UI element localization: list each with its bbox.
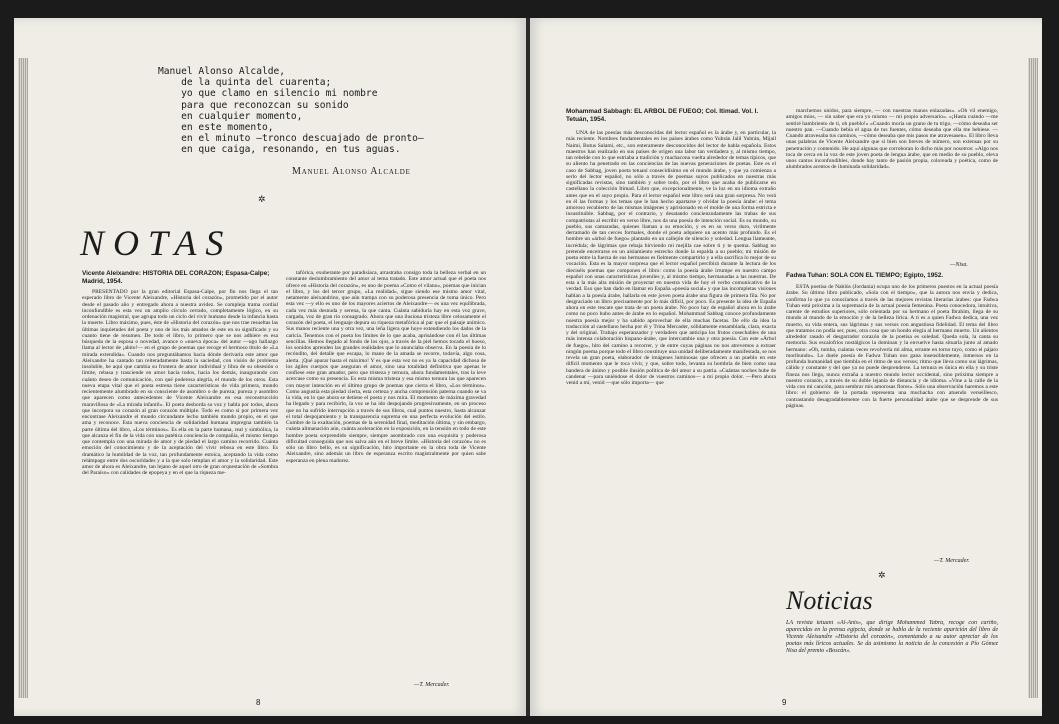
poem-signature: Manuel Alonso Alcalde bbox=[292, 166, 411, 177]
review-text-arbol: UNA de las poesías más desconocidas del lector español es la árabe y, en particular, la más reciente. Nombres fundamentales en los países árabes como Yubrán Jalil Yubrán, Mijail Naimi, Butus Salami, etc., son enteramente desconocidos del lector de habla española. Estos maestros han realizado en sus países de origen una labor tan verdadera y, al mismo tiempo, tan rebelde con lo que estriaba a tradición y machacona vuelta alrededor de temas típicos, que su aliento ha penetrado en las conciencias de las nuevas generaciones de poetas. Este es el caso de Sabbag, joven poeta tetuaní consecidísimo en el mundo árabe, y que ya comienza a serlo del lector español, no sólo a través de poemas suyos publicados en nuestras más significadas revistas, sino también y sobre todo, por el libro que acaba de publicarse en castellano la colección Itimad. Libro que, excepcionalmente, ve la luz en un idioma extraño antes que en el suyo propio. Para el lector español este libro será una gran sorpresa. No verá en él las formas y los temas que le han hecho apartarse y olvidar la poesía árabe: el tema amoroso recubierto de las mismas imágenes y aprisionado en el molde de una forma estricta e insustituible. Sabbag, por el contrario, y desatando concienzudamente las trabas de sus compatriotas al escribir en verso libre, nos da una poesía de intención social. Es su mundo, su pueblo, sus camaradas, quienes llaman a su emoción, y es en su verso duro, virilmente derramado de tan cerces formales, donde el poeta adquiere un acento más profundo. Es el hombre un «árbol de fuego» plantado en un callejón de silencio y soledad. Lengua llameante, incrédula; de lágrimas que rebaja hirviendo mi mejilla cae sobre ti y te quema. Sabbag no pretende encerrarse en un aislamiento estrecho donde la espalda a su pueblo; mi misión de poeta entre la fuerza de sus hermanos es fielmente compartirlo y a ella sacrifica lo mejor de su vocación. Esta es la mayor sorpresa que el lector español percibirá durante la lectura de los dieciséis poemas que componen el libro: como la poesía árabe irrumpe en nuestro campo español con unas características juveniles y, al mismo tiempo, hermanadas a las nuestras. De esta a la más alta misión de proyectar en nuestra vida de hoy el verbo comunicativo de la verdad. Eso que han dado en llamar en España «poesía social» y que las incompletas visiones hablan a la poesía árabe, hallarla en este joven poeta árabe una figura de primera fila. No por desgraciado un libro precisamente por lo más difícil, por poco. Es presente la idea de España ahora en este rescate que trata de un poeta árabe. No poco hay de español ahora en lo árabe como no poco hubo antes de árabe en lo español. Mohammad Sabbag conoce profundamente nuestra poesía mejor y ha sabido aprovechar de ella muchas facetas. De ello da idea la traducción al castellano hecha por él y Trina Mercader, sólidamente ensamblada, clara, exacta y del original. Trabajo esperanzador y verdadero que anticipa los frutos cosechables de una más intensa colaboración hispano-árabe, que intercambie una y otra poesía. Con este «Árbol de fuego», hito del camino a recorrer, y de entre cuyas páginas no nos atrevemos a extraer ningún poema porque todo el libro constituye una unidad deliberadamente manifestada, se nos revela un gran poeta, elaborador de imágenes luminosas que ofrecen a un pueblo en este difícil momento que le toca vivir, y que, sobre todo, levanta su hombría de bien como una bandera de ánimo y posible ilusión política de del amor a su patria. «Cuántas noches hube de candenar —para uniéndose el dolor de vuestros caminos— a mi propio dolor. —Pero ahora venid a mí, venid —que sólo importa— que bbox=[566, 130, 776, 386]
noticias-text: LA revista tetuaní «Al-Anis», que dirige Mohammed Yabra, recoge con cariño, aparecidas en la prensa egipcia, donde se habla de la reciente aparición del libro de Vicente Aleixandre «Historia del corazón», comentando a su autor apreciar de los poetas más líricos actuales. Se da asimismo la noticia de la concesión a Pío Gómez Nisa del premio «Boscán». bbox=[786, 620, 998, 654]
review-signature: —T. Mercader. bbox=[414, 682, 450, 688]
divider-star-icon: ✲ bbox=[878, 570, 886, 580]
review-signature-mercader: —T. Mercader. bbox=[934, 558, 970, 564]
right-page bbox=[530, 18, 1042, 716]
left-page bbox=[14, 18, 526, 716]
review-column-arbol-end bbox=[786, 108, 998, 260]
divider-star-icon: ✲ bbox=[258, 194, 266, 204]
review-column-right bbox=[286, 270, 486, 680]
review-heading-arbol: Mohammad Sabbagh: EL ARBOL DE FUEGO; Col. Itimad. Vol. I. Tetuán, 1954. bbox=[566, 108, 759, 123]
review-signature-nisa: —Nisa. bbox=[950, 262, 968, 268]
poem-text: Manuel Alonso Alcalde, de la quinta del cuarenta; yo que clamo en silencio mi nombre para que reconozcan su sonido en cualquier momento, en este momento, en el minuto —tronco descuajado de pronto— en que caiga, resonando, en tus aguas. bbox=[158, 66, 424, 156]
review-text-historia-part1: PRESENTADO por la gran editorial Espasa-Calpe, por fin nos llega el tan esperado libro de Vicente Aleixandre, «Historia del corazón», prometido por el autor desde el pasado año y entregado ahora a nuestra avidez. Se compleja trama cordial inconfundible es esta vez un amplio círculo cerrado, completamente lógico, en su ordenación magistral, que agrupa todo un ciclo del vivir humano desde la infancia hasta la muerte. Libro máximo, pues, éste de «Historia del corazón» que nos trae resueltas las últimas inquietudes del poeta y uno de los más amados de este en su significado y su cuanto tiene de resumen. De todo el libro, lo primero que se nos adhiere es esa búsqueda de la esposa o novedad, avance o «nueva época» del autor —ugo hallazgo llama al lector de ¡ahito!— en el grupo de poemas que recoge el hermoso título de «La mirada extendida». Cuando nos preguntábamos hacia dónde derivaría este amor que Aleixandre ha cantado tan reiteradamente hasta la saciedad, con visión de problema insoluble, he aquí que cambia su frontera de amor individual y libra de su obsesión o límite, rebasa y trasciende en amor hacia todos, hacia los demás, inaugurando con cuánto deseo de comunicación, con qué poderosa alegría, el mundo de los otros. Esta nueva etapa vital que el poeta estrena tiene características de vida primera, mundo recientemente alumbrado en su consciente de asombro o de pureza; pureza y asombro que aparecen como antecedentes de Vicente Aleixandre en esa reconstrucción maravillosa de «La mirada infantil». El poeta desborda su voz y habla por todos, ahora que incorpora su corazón al gran corazón múltiple. Todo es como si por primera vez encontrase Aleixandre el mundo circundante lecho también mundo propio, en el que ama y reconoce. Esta nueva conciencia de solidaridad humana impregna también la parte última del libro, «Los términos». Es ella en la parte humana, real y simbólica, la que alcanza el fin de la vida con una patética conciencia de compañía, el mismo tiempo que contempla con una mirada de amor y de piedad el largo camino recorrido. Cuánta emoción del conocimiento y de la aceptación del vivir rebosa en este libro. Es dramático la humildad de la voz, tan profundamente estoica, aceptando la vida como relámpago entre dos oscuridades y a la que solo templan el amor y la solidaridad. Este amor de ahora es Aleixandre, tan lejano de aquel otro de gran orquestación de «Sombra del Paraíso» con calidades de epopeya y en el que la riqueza me- bbox=[82, 289, 278, 477]
page-number-right: 9 bbox=[782, 698, 787, 707]
review-text-sola: ESTA poetisa de Nablús (Jordania) ocupa uno de los primeros puestos en la actual poesía árabe. Su último libro publicado, «Sola con el tiempo», que la autora nos envía y dedica, confirma lo que ya conocíamos a través de las mejores revistas literarias árabes: que Fadwa Tuhan está próxima a la supremacía de la actual poesía femenina. Poeta conocedora, intuitiva, carente de estudios superiores, sólo orientada por su hermano el poeta Ibrahim, llega de su mundo al mundo de la emoción y de la belleza lírica. A ti es a quien Fadwa dedica, una vez muerto, su vida entera, sus lágrimas y sus versos con angustiosa fidelidad. El tema del libro que tratamos no podía ser, pues, otra cosa que un hondo elegía al hermano muerto. Un alientos alrededor rasado el desgarrador corazón de la poetisa es soledad. Queda sola, la canta su memoria. Sus escalofríos nostálgicos la dominan y la envuelve hasta situarla junto al amado hermano: «Oh, tumba, cuántas veces revolvería mi alma, errante en torno tuyo, como el pájaro moribundo». Lo duele poesía de Fadwa Tuhan nos gana insensiblemente, inmersos en la profunda humanidad que tiembla en el ritmo de sus versos; ritmo que lleva como sus lágrimas, cálido y constante y del que ya no puede desprenderse. La ternura es única en ella y su triste fineza nos llega, nunca extraña a nuestro mundo lector occidental, sino próxima siempre a nuestro corazón, a través de su doble lejanía de distancia y de idioma. «Vine a la calle de la vida con mi canción, para sembrar mis amorosas flores». Sólo una observación haremos a este libro: el gobierno de la portada representa una muchacha con atuendo verseillesco, contrastando desagradablemente con la fuerte personalidad árabe que se desprende de sus páginas. bbox=[786, 284, 998, 409]
left-page-edge bbox=[18, 58, 28, 698]
section-title-notas: NOTAS bbox=[80, 223, 233, 263]
right-page-edge bbox=[1028, 58, 1038, 698]
review-text-historia-part2: tafórica, exuberante por paradisíaca, arrastraba consigo toda la belleza verbal en un constante deslumbramiento del amor al tema tratado. Este amor actual que el poeta nos ofrece en «Historia del corazón», es uno de poema «Como el vilano», poemas que inician el libro, y los del tercer grupo, «La realidad», sigue siendo ese mismo amor vital, netamente aleixandrino, que aún trampa con su poderosa presencia de toma único. Pero esta vez —y ello es uno de los mayores aciertos de Aleixandre— es una vez equilibrada, cada vez más desnuda y serena, la que canta. Cuánta sabiduría hay en esta voz grave, cargada, voz de gran río consagrado. Ahora que una ilusiona tristeza libre celosamente el corazón del poeta, el lenguaje depura su riqueza metafórica al par que el paisaje anímico. Sus manos reciente una y otra vez, una leña ligera que hoye extendiendo los dados de la caricia. Tenemos con el poeta los límites de lo que acaba, aprisándose con él las últimas sencillas. Hemos llegado al fondo de los ojos, a través de la piel hemos tocado el hueso, los sonidos aprenden las grandes realidades que lo anunciaba observa. En la poesía de lo recóndito, del detalle que escapa, lo mano de la amada se recorre, todavía, algo cosa, alerta. ¡Qué apurar hasta el máximo! Y es que esta vez no es ya la capacidad dichosa de los ágiles cuerpos que aseguran el amor, sino una totalidad definitiva que apenas le confiese este gran amador, pero que tristeza y ternura, ahora fundamentales, tras la leve acercase como su presencia. Es esta misma tristeza y esa mismo ternura las que aparecen con mayor intención en el último grupo de poemas que cierra el libro, «Los términos». Como angustia esta piedad cierta, esta certeza y ancha comprensión paterna cuando se va la vida, en lo que ahora se detiene el poeta y nos mira. El momento de máxima gravedad ha llegado y para recibirlo, la voz se ha ido despojando progresivamente, en un proceso que no ha sufrido interrupción a través de sus libros, cual puntos nuestro, hasta alcanzar el total despojamiento y la transparencia suprema en una perfecta evolución del estilo. Cumbre de la exaltación, poemas de la serenidad final, meditación última, y sin embargo, cuánta alimanación aún, cuánta aceleración en la exposición, en la tensión en todo de este hombre poeta sorprendido siempre, siempre asombrado con una exquisita y poderosa dificultad conseguida que nos salva aún en el breve límite. «Historia del corazón» no es sólo un libro bello, es su significación, hito importante en la obra toda de Vicente Aleixandre, sino además un libro de esperanza escrito magistralmente por quien sabe esperanza en plena madurez. bbox=[286, 270, 486, 464]
section-title-noticias: Noticias bbox=[786, 586, 873, 615]
review-column-sola bbox=[786, 284, 998, 554]
review-heading-sola: Fadwa Tuhan: SOLA CON EL TIEMPO; Egipto, 1952. bbox=[786, 272, 944, 279]
review-text-arbol-end: marchemos unidos, para siempre, — con nuestras manos enlazadas». «Oh vil enemigo, amigos míos, — sin saber que era yo mismo — mi propio adversario». «¡Hasta cuándo —me sentiré hambriento de ti, oh pueblo!» «Cuando moría un grano de tu trigo, —cómo deseaba ser nuestro pan. —Cuando bebía el agua de tus fuentes, cómo deseaba que ella me bebiese. —Cuando atravesaba tus caminos, —cómo deseaba que mis pasos me atravesasen». El libro lleva unas palabras de Vicente Aleixandre que si bien son breves de número, son extensas por su penetración y contenido. He aquí algunas que corroboran lo dicho más por nosotros: «Algo nos toca de cerca en la voz de este joven poeta de lengua árabe, que en medio de su pueblo, eleva unos cantos inconfundibles, donde hay tanto de pasión propia, coloreada y poética, como de alumbrados acentos de iluminada solidaridad». bbox=[786, 108, 998, 171]
page-number-left: 8 bbox=[256, 698, 261, 707]
review-column-arbol bbox=[566, 130, 776, 690]
review-column-left bbox=[82, 289, 278, 669]
review-heading-historia: Vicente Aleixandre: HISTORIA DEL CORAZON; Espasa-Calpe; Madrid, 1954. bbox=[82, 270, 270, 285]
